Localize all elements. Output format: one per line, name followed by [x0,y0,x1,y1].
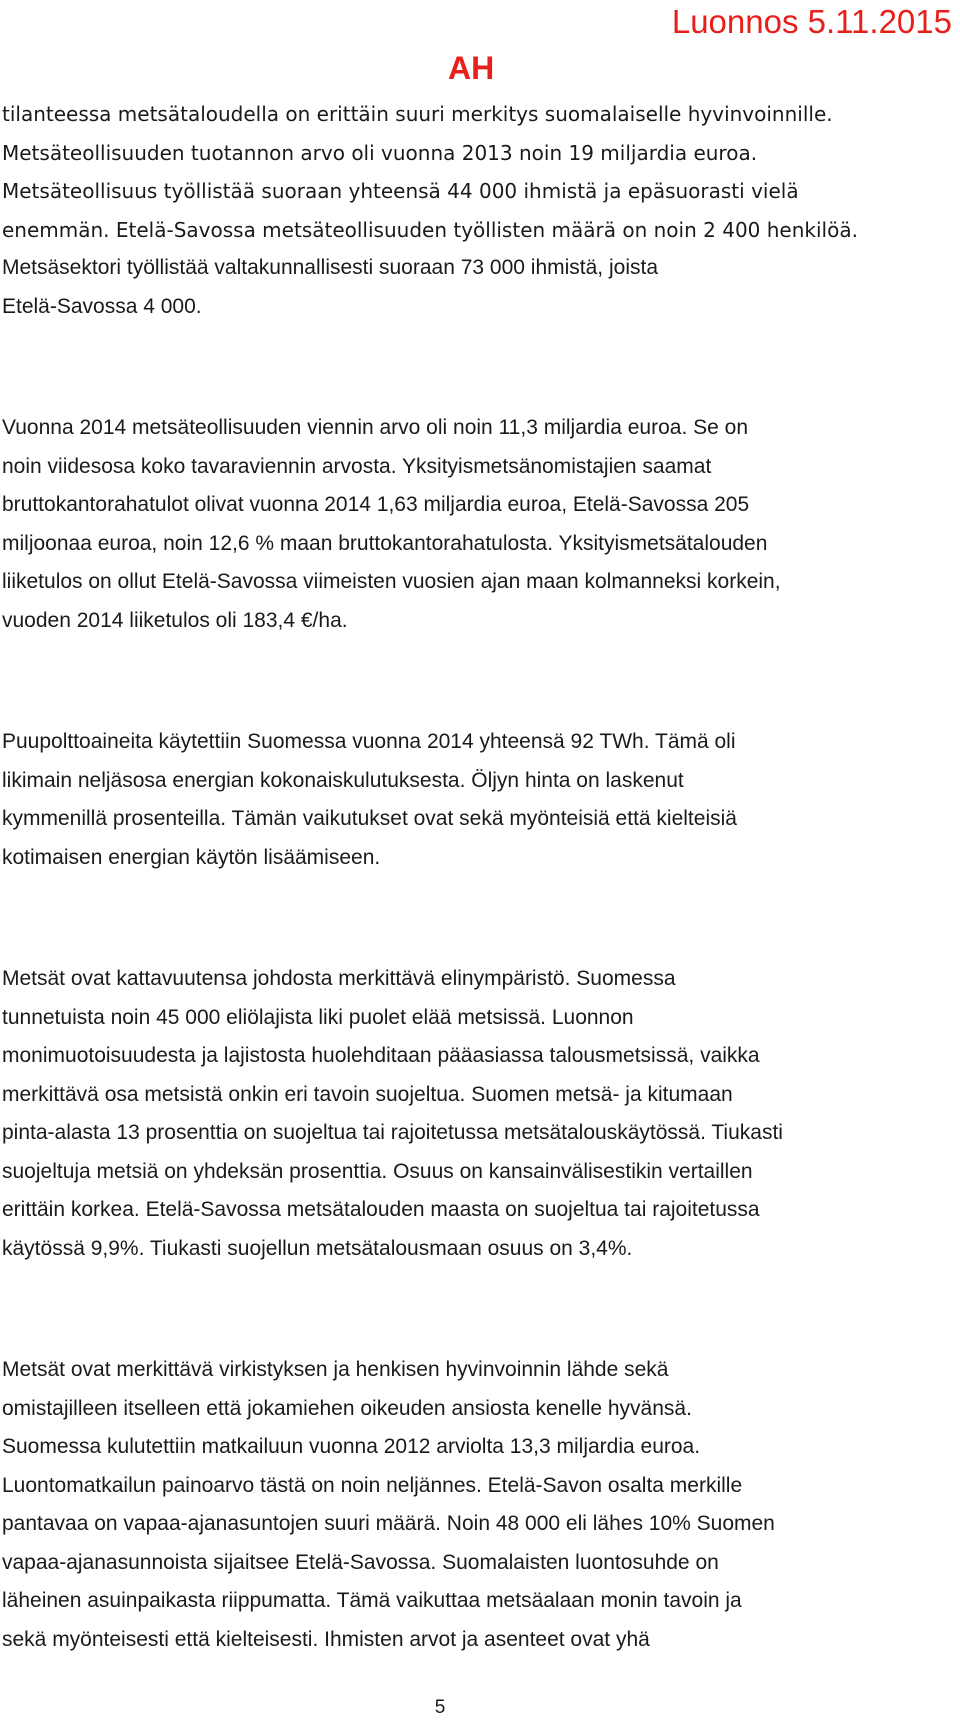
text-line: likimain neljäsosa energian kokonaiskulutuksesta. Öljyn hinta on laskenut [2,768,684,792]
text-line: kotimaisen energian käytön lisäämiseen. [2,845,381,869]
text-line: pantavaa on vapaa-ajanasuntojen suuri määrä. Noin 48 000 eli lähes 10% Suomen [2,1512,775,1535]
text-line: Metsäsektori työllistää valtakunnallisesti suoraan 73 000 ihmistä, joista [2,256,658,279]
paragraph-export-and-income [2,409,952,640]
text-line: monimuotoisuudesta ja lajistosta huolehditaan pääasiassa talousmetsissä, vaikka [2,1044,760,1067]
text-line: vapaa-ajanasunnoista sijaitsee Etelä-Savossa. Suomalaisten luontosuhde on [2,1550,719,1574]
text-line: miljoonaa euroa, noin 12,6 % maan bruttokantorahatulosta. Yksityismetsätalouden [2,531,768,555]
text-line: Etelä-Savossa 4 000. [2,294,202,318]
text-line: erittäin korkea. Etelä-Savossa metsätalouden maasta on suojeltua tai rajoitetussa [2,1198,760,1221]
text-line: bruttokantorahatulot olivat vuonna 2014 1,63 miljardia euroa, Etelä-Savossa 205 [2,493,750,516]
text-line: vuoden 2014 liiketulos oli 183,4 €/ha. [2,608,348,632]
text-line: sekä myönteisesti että kielteisesti. Ihmisten arvot ja asenteet ovat yhä [2,1627,650,1651]
text-line: Vuonna 2014 metsäteollisuuden viennin arvo oli noin 11,3 miljardia euroa. Se on [2,416,748,439]
text-line: Metsät ovat kattavuutensa johdosta merkittävä elinympäristö. Suomessa [2,967,676,990]
draft-date-label: Luonnos 5.11.2015 [671,3,952,40]
text-line: merkittävä osa metsistä onkin eri tavoin suojeltua. Suomen metsä- ja kitumaan [2,1082,733,1106]
paragraph-forest-industry-employment [2,95,952,326]
text-line: tilanteessa metsätaloudella on erittäin suuri merkitys suomalaiselle hyvinvoinnille. [2,102,833,126]
text-line: Metsäteollisuuden tuotannon arvo oli vuonna 2013 noin 19 miljardia euroa. [2,140,758,165]
text-line: liiketulos on ollut Etelä-Savossa viimeisten vuosien ajan maan kolmanneksi korkein, [2,570,781,593]
paragraph-biodiversity [2,960,952,1268]
text-line: pinta-alasta 13 prosenttia on suojeltua tai rajoitetussa metsätalouskäytössä. Tiukasti [2,1121,783,1144]
text-line: suojeltuja metsiä on yhdeksän prosenttia. Osuus on kansainvälisestikin vertaillen [2,1159,753,1183]
text-line: käytössä 9,9%. Tiukasti suojellun metsätalousmaan osuus on 3,4%. [2,1236,633,1260]
author-initials: AH [448,50,495,86]
body-text [2,95,952,1659]
text-line: läheinen asuinpaikasta riippumatta. Tämä vaikuttaa metsäalaan monin tavoin ja [2,1589,742,1612]
text-line: Luontomatkailun painoarvo tästä on noin neljännes. Etelä-Savon osalta merkille [2,1473,743,1497]
text-line: Puupolttoaineita käytettiin Suomessa vuonna 2014 yhteensä 92 TWh. Tämä oli [2,730,736,753]
text-line: kymmenillä prosenteilla. Tämän vaikutukset ovat sekä myönteisiä että kielteisiä [2,807,737,830]
text-line: tunnetuista noin 45 000 eliölajista liki puolet elää metsissä. Luonnon [2,1005,634,1029]
text-line: Metsät ovat merkittävä virkistyksen ja henkisen hyvinvoinnin lähde sekä [2,1358,669,1381]
paragraph-wood-fuels [2,723,952,877]
text-line: Suomessa kulutettiin matkailuun vuonna 2012 arviolta 13,3 miljardia euroa. [2,1435,701,1458]
page-number: 5 [434,1697,446,1718]
text-line: enemmän. Etelä-Savossa metsäteollisuuden työllisten määrä on noin 2 400 henkilöä. [2,217,858,242]
text-line: Metsäteollisuus työllistää suoraan yhteensä 44 000 ihmistä ja epäsuorasti vielä [2,179,799,203]
paragraph-recreation [2,1351,952,1659]
text-line: noin viidesosa koko tavaraviennin arvosta. Yksityismetsänomistajien saamat [2,454,712,478]
text-line: omistajilleen itselleen että jokamiehen oikeuden ansiosta kenelle hyvänsä. [2,1396,692,1420]
